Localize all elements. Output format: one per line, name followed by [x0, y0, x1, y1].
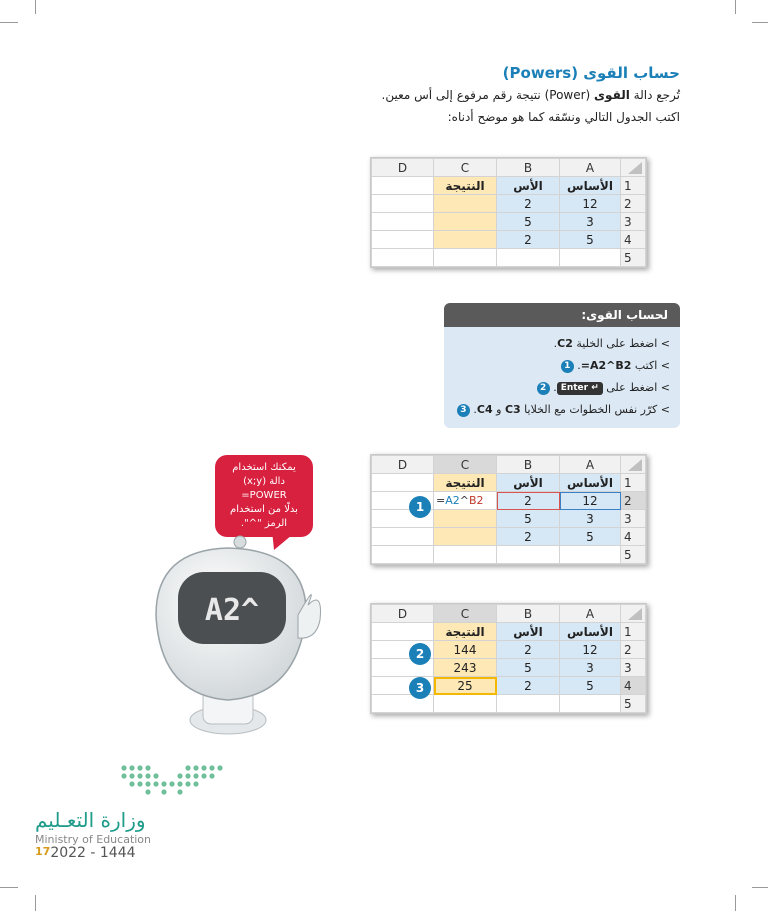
col-header-c[interactable]: C [434, 159, 497, 177]
cell-c2[interactable]: 144 [434, 641, 497, 659]
cell-b4[interactable]: 2 [497, 231, 560, 249]
crop-mark [35, 895, 36, 911]
step-text: > كرّر نفس الخطوات مع الخلايا [520, 403, 670, 416]
steps-box [444, 303, 680, 428]
col-header-b[interactable]: B [497, 605, 560, 623]
step-bold: =A2^B2 [580, 359, 632, 372]
cell-a2[interactable]: 12 [560, 195, 621, 213]
cell-b4[interactable]: 2 [497, 677, 560, 695]
step-text: . [553, 337, 558, 350]
cell-a3[interactable]: 3 [560, 659, 621, 677]
col-header-b[interactable]: B [497, 456, 560, 474]
col-header-d[interactable]: D [372, 159, 434, 177]
robot-illustration [148, 520, 338, 760]
cell-d5[interactable] [372, 546, 434, 564]
col-header-a[interactable]: A [560, 605, 621, 623]
cell-b5[interactable] [497, 546, 560, 564]
cell-c3[interactable]: 243 [434, 659, 497, 677]
intro-prefix: تُرجع دالة [629, 88, 680, 102]
step-bold: C3 [504, 403, 521, 416]
cell-c4[interactable] [434, 231, 497, 249]
formula-ref-a: A2 [445, 494, 460, 507]
step-2 [448, 355, 670, 377]
cell-b2[interactable]: 2 [497, 641, 560, 659]
cell-b4[interactable]: 2 [497, 528, 560, 546]
select-all-corner[interactable] [621, 159, 646, 177]
col-header-a[interactable]: A [560, 456, 621, 474]
col-header-c[interactable]: C [434, 605, 497, 623]
bubble-line: =POWER [241, 490, 287, 501]
row-header-3[interactable]: 3 [621, 213, 646, 231]
crop-mark [0, 22, 18, 23]
ministry-logo-dots [118, 762, 236, 802]
col-header-c[interactable]: C [434, 456, 497, 474]
step-number-badge: 2 [537, 382, 550, 395]
bubble-line [215, 475, 313, 489]
cell-b1[interactable]: الأس [497, 474, 560, 492]
ministry-name-arabic: وزارة التعـليم [35, 808, 146, 832]
row-header-4[interactable]: 4 [621, 528, 646, 546]
bubble-line: الرمز "^". [240, 518, 288, 529]
row-header-5[interactable]: 5 [621, 546, 646, 564]
cell-c1[interactable]: النتيجة [434, 177, 497, 195]
cell-a3[interactable]: 3 [560, 213, 621, 231]
steps-box-title: لحساب القوى: [444, 303, 680, 327]
cell-d5[interactable] [372, 249, 434, 267]
cell-a5[interactable] [560, 546, 621, 564]
ministry-name-english: Ministry of Education [35, 833, 152, 846]
intro-line-1 [80, 88, 680, 102]
cell-c2-formula[interactable] [434, 492, 497, 510]
step-4 [448, 399, 670, 421]
cell-c3[interactable] [434, 213, 497, 231]
robot-screen-text: A2^ [204, 593, 260, 628]
cell-b5[interactable] [497, 695, 560, 713]
intro-bold: القوى [594, 88, 630, 102]
cell-d3[interactable] [372, 213, 434, 231]
section-title: حساب القوى (Powers) [502, 64, 680, 82]
formula-ref-b: B2 [468, 494, 484, 507]
cell-d1[interactable] [372, 474, 434, 492]
col-header-d[interactable]: D [372, 456, 434, 474]
row-header-1[interactable]: 1 [621, 177, 646, 195]
step-bold: C2 [557, 337, 573, 350]
bubble-line: بدلًا من استخدام [230, 504, 298, 515]
callout-badge-2: 2 [409, 643, 431, 665]
cell-b1[interactable]: الأس [497, 177, 560, 195]
cell-a5[interactable] [560, 249, 621, 267]
intro-rest: (Power) نتيجة رقم مرفوع إلى أس معين. [381, 88, 595, 102]
row-header-5[interactable]: 5 [621, 249, 646, 267]
row-header-1[interactable]: 1 [621, 474, 646, 492]
step-text: . [577, 359, 581, 372]
year: 2022 - 1444 [50, 845, 136, 861]
cell-a4[interactable]: 5 [560, 231, 621, 249]
cell-b2[interactable]: 2 [497, 195, 560, 213]
step-text: > اضغط على الخلية [572, 337, 670, 350]
enter-key-icon: Enter ↵ [557, 382, 603, 395]
select-all-corner[interactable] [621, 605, 646, 623]
row-header-2[interactable]: 2 [621, 195, 646, 213]
cell-a5[interactable] [560, 695, 621, 713]
cell-a1[interactable]: الأساس [560, 474, 621, 492]
cell-d1[interactable] [372, 623, 434, 641]
cell-b3[interactable]: 5 [497, 213, 560, 231]
step-text: . [553, 381, 557, 394]
cell-d4[interactable] [372, 231, 434, 249]
cell-b5[interactable] [497, 249, 560, 267]
cell-a1[interactable]: الأساس [560, 177, 621, 195]
cell-a1[interactable]: الأساس [560, 623, 621, 641]
row-header-4[interactable]: 4 [621, 677, 646, 695]
cell-b3[interactable]: 5 [497, 659, 560, 677]
col-header-d[interactable]: D [372, 605, 434, 623]
step-number-badge: 1 [561, 360, 574, 373]
step-text: > اكتب [631, 359, 670, 372]
cell-a4[interactable]: 5 [560, 677, 621, 695]
bubble-text: دالة (x;y) [243, 476, 285, 487]
crop-mark [0, 887, 18, 888]
cell-d4[interactable] [372, 528, 434, 546]
crop-mark [752, 887, 768, 888]
step-number-badge: 3 [457, 404, 470, 417]
row-header-3[interactable]: 3 [621, 510, 646, 528]
row-header-4[interactable]: 4 [621, 231, 646, 249]
intro-line-2: اكتب الجدول التالي ونسّقه كما هو موضح أدناه: [447, 110, 680, 124]
cell-c4[interactable] [434, 528, 497, 546]
row-header-3[interactable]: 3 [621, 659, 646, 677]
cell-c5[interactable] [434, 249, 497, 267]
callout-badge-3: 3 [409, 677, 431, 699]
bubble-line: يمكنك استخدام [232, 462, 296, 473]
cell-c4[interactable]: 25 [434, 677, 497, 695]
crop-mark [735, 895, 736, 911]
crop-mark [752, 22, 768, 23]
step-text: . [473, 403, 477, 416]
cell-c2[interactable] [434, 195, 497, 213]
cell-c5[interactable] [434, 695, 497, 713]
row-header-2[interactable]: 2 [621, 492, 646, 510]
select-all-corner[interactable] [621, 456, 646, 474]
step-text: > اضغط على [602, 381, 670, 394]
row-header-5[interactable]: 5 [621, 695, 646, 713]
page-number: 17 [35, 845, 51, 858]
cell-c5[interactable] [434, 546, 497, 564]
callout-badge-1: 1 [409, 496, 431, 518]
formula-caret: ^ [459, 494, 469, 507]
step-bold: C4 [476, 403, 493, 416]
cell-a3[interactable]: 3 [560, 510, 621, 528]
cell-a2[interactable]: 12 [560, 641, 621, 659]
cell-b2[interactable]: 2 [497, 492, 560, 510]
formula-eq: = [436, 494, 446, 507]
page-footer [35, 845, 136, 861]
cell-a2[interactable]: 12 [560, 492, 621, 510]
cell-c1[interactable]: النتيجة [434, 474, 497, 492]
spreadsheet-empty [370, 157, 647, 268]
cell-d1[interactable] [372, 177, 434, 195]
crop-mark [35, 0, 36, 14]
row-header-2[interactable]: 2 [621, 641, 646, 659]
cell-a4[interactable]: 5 [560, 528, 621, 546]
row-header-1[interactable]: 1 [621, 623, 646, 641]
cell-c3[interactable] [434, 510, 497, 528]
col-header-a[interactable]: A [560, 159, 621, 177]
cell-c1[interactable]: النتيجة [434, 623, 497, 641]
step-1 [448, 333, 670, 355]
cell-b1[interactable]: الأس [497, 623, 560, 641]
col-header-b[interactable]: B [497, 159, 560, 177]
cell-d2[interactable] [372, 195, 434, 213]
crop-mark [735, 0, 736, 14]
step-3 [448, 377, 670, 399]
cell-b3[interactable]: 5 [497, 510, 560, 528]
step-text: و [492, 403, 505, 416]
